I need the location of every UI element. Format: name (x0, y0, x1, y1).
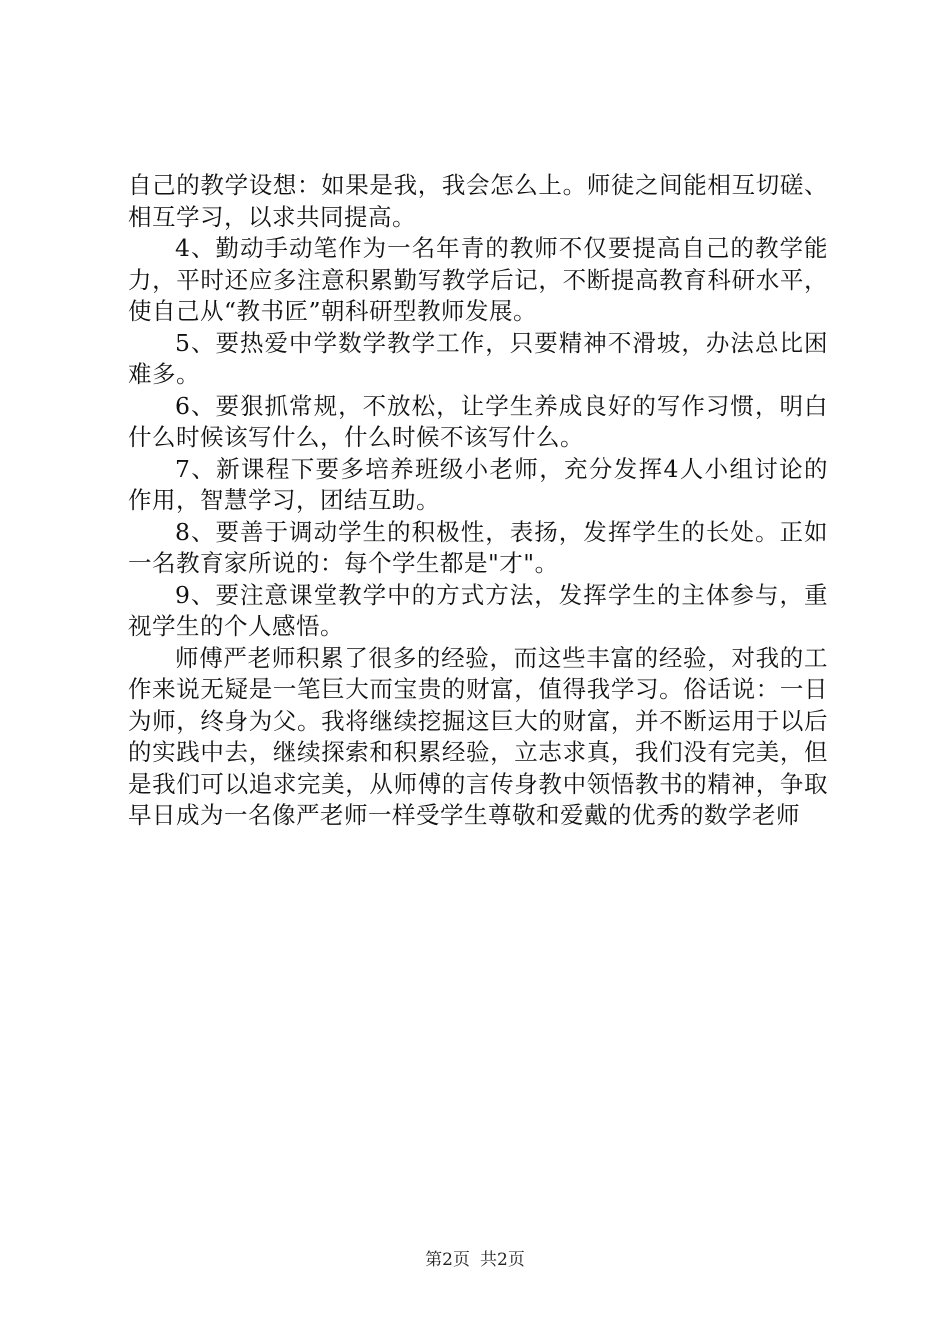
paragraph-item-4: 4、勤动手动笔作为一名年青的教师不仅要提高自己的教学能力，平时还应多注意积累勤写教学后记，不断提高教育科研水平，使自己从“教书匠”朝科研型教师发展。 (128, 234, 828, 325)
paragraph-item-8: 8、要善于调动学生的积极性，表扬，发挥学生的长处。正如一名教育家所说的：每个学生都是"才"。 (128, 517, 828, 577)
paragraph-continuation: 自己的教学设想：如果是我，我会怎么上。师徒之间能相互切磋、相互学习，以求共同提高。 (128, 171, 828, 231)
document-body (128, 170, 828, 832)
paragraph-conclusion: 师傅严老师积累了很多的经验，而这些丰富的经验，对我的工作来说无疑是一笔巨大而宝贵的财富，值得我学习。俗话说：一日为师，终身为父。我将继续挖掘这巨大的财富，并不断运用于以后的实践中去，继续探索和积累经验，立志求真，我们没有完美，但是我们可以追求完美，从师傅的言传身教中领悟教书的精神，争取早日成为一名像严老师一样受学生尊敬和爱戴的优秀的数学老师 (128, 643, 828, 829)
page-number: 第2页 (425, 1250, 470, 1270)
page-footer (0, 1245, 950, 1270)
paragraph-item-6: 6、要狠抓常规，不放松，让学生养成良好的写作习惯，明白什么时候该写什么，什么时候不该写什么。 (128, 391, 828, 451)
paragraph-item-5: 5、要热爱中学数学教学工作，只要精神不滑坡，办法总比困难多。 (128, 328, 828, 388)
page-total: 共2页 (480, 1250, 525, 1270)
paragraph-item-9: 9、要注意课堂教学中的方式方法，发挥学生的主体参与，重视学生的个人感悟。 (128, 580, 828, 640)
paragraph-item-7: 7、新课程下要多培养班级小老师，充分发挥4人小组讨论的作用，智慧学习，团结互助。 (128, 454, 828, 514)
